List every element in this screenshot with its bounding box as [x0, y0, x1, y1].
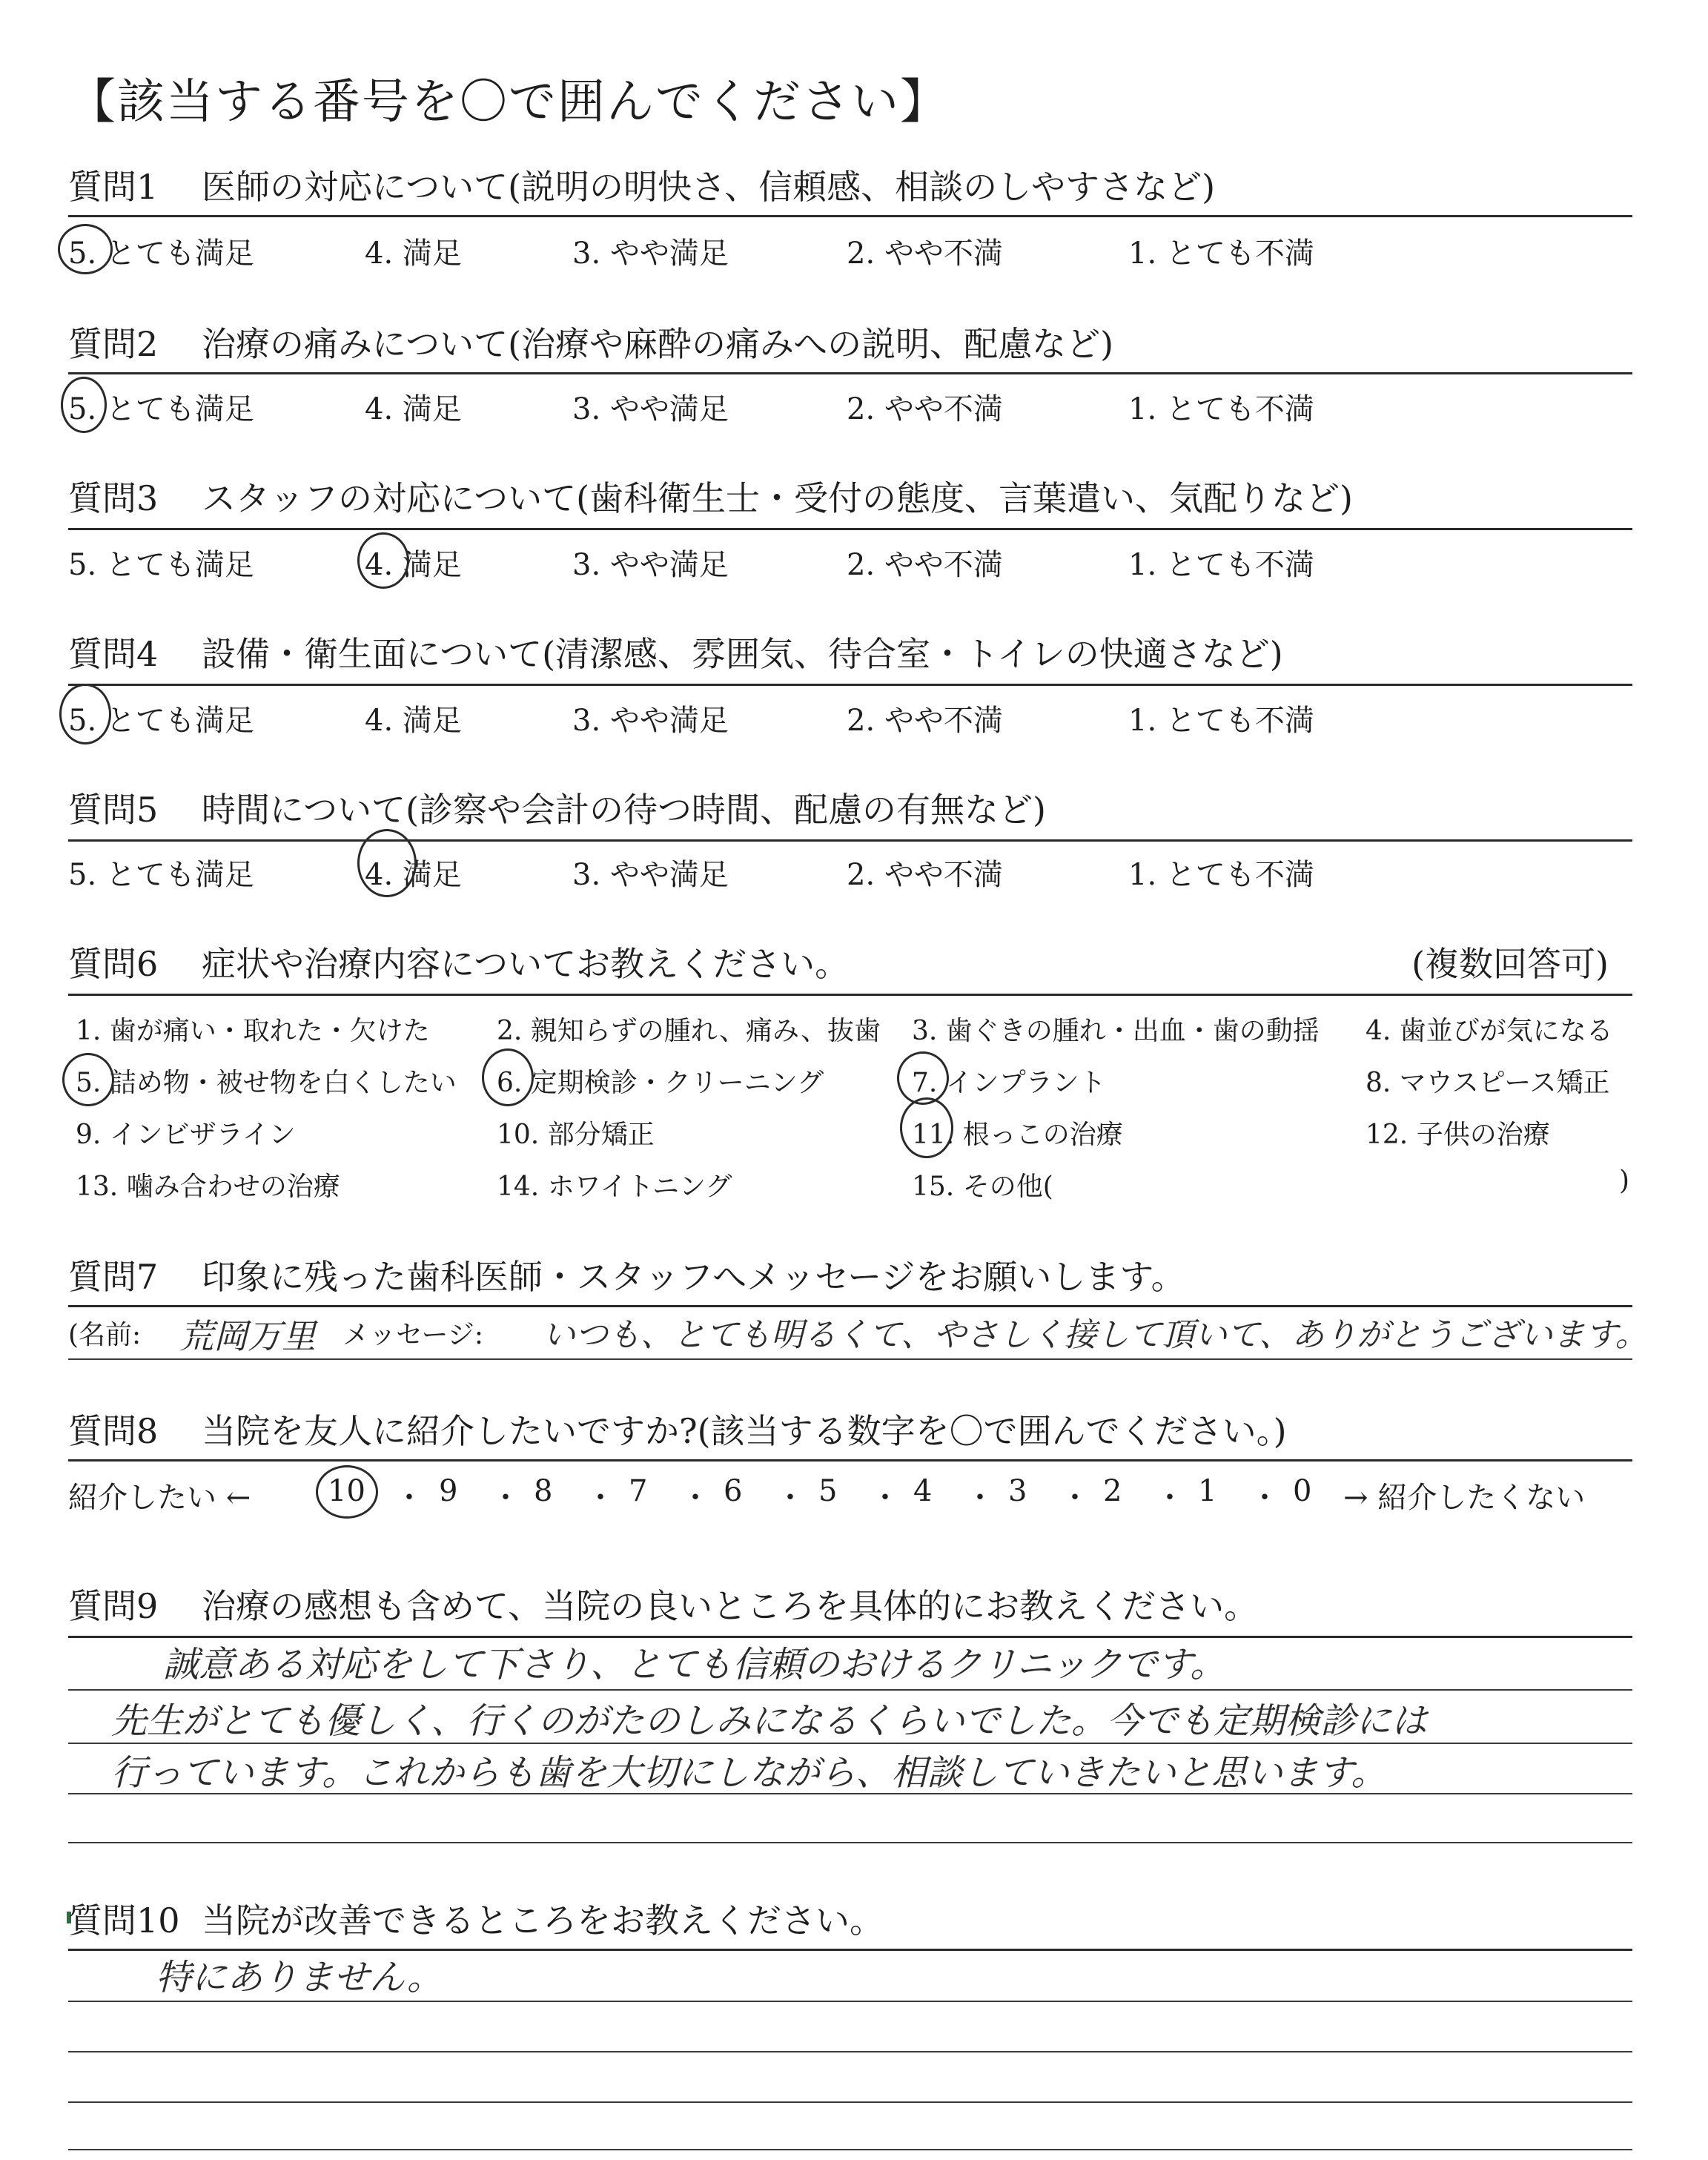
- q6-option-13[interactable]: 13. 噛み合わせの治療: [76, 1172, 340, 1202]
- option-4[interactable]: 4. 満足: [365, 237, 462, 271]
- answer-line: [68, 1842, 1632, 1843]
- question-8: [68, 1407, 1632, 1455]
- scale-separator: ・: [491, 1481, 520, 1515]
- scale-4[interactable]: 4: [913, 1474, 933, 1508]
- q2-options: [68, 386, 1632, 430]
- scale-separator: ・: [1060, 1481, 1090, 1515]
- option-3[interactable]: 3. やや満足: [572, 392, 729, 426]
- selection-circle: [59, 684, 111, 744]
- option-1[interactable]: 1. とても不満: [1128, 548, 1314, 582]
- question-6: [68, 940, 1632, 988]
- scale-0[interactable]: 0: [1293, 1474, 1312, 1508]
- q6-option-9[interactable]: 9. インビザライン: [76, 1120, 296, 1150]
- question-10: [68, 1897, 1632, 1944]
- option-5[interactable]: 5. とても満足: [68, 237, 254, 271]
- q6-option-11[interactable]: 11. 根っこの治療: [912, 1120, 1123, 1150]
- scale-8[interactable]: 8: [534, 1474, 553, 1508]
- q5-options: [68, 851, 1632, 896]
- q9-answer-line-1[interactable]: 誠意ある対応をして下さり、とても信頼のおけるクリニックです。: [163, 1644, 1226, 1685]
- divider: [68, 1305, 1632, 1307]
- selection-circle: [62, 1053, 114, 1106]
- answer-line: [68, 2149, 1632, 2150]
- scale-separator: ・: [1155, 1481, 1185, 1515]
- option-1[interactable]: 1. とても不満: [1128, 237, 1314, 271]
- question-number: 質問4: [68, 634, 159, 674]
- multiple-answer-note: (複数回答可): [1411, 944, 1609, 984]
- question-text: 印象に残った歯科医師・スタッフへメッセージをお願いします。: [202, 1257, 1185, 1297]
- option-3[interactable]: 3. やや満足: [572, 858, 729, 892]
- question-9: [68, 1582, 1632, 1630]
- option-2[interactable]: 2. やや不満: [847, 704, 1003, 738]
- divider: [68, 1358, 1632, 1360]
- name-label: (名前:: [68, 1320, 142, 1350]
- scale-separator: ・: [681, 1481, 710, 1515]
- scale-1[interactable]: 1: [1198, 1474, 1217, 1508]
- scale-2[interactable]: 2: [1103, 1474, 1122, 1508]
- question-number: 質問6: [68, 944, 159, 984]
- q1-options: [68, 230, 1632, 274]
- option-2[interactable]: 2. やや不満: [847, 237, 1003, 271]
- question-4: [68, 630, 1632, 678]
- q6-option-4[interactable]: 4. 歯並びが気になる: [1366, 1016, 1613, 1046]
- q4-options: [68, 697, 1632, 742]
- q6-option-14[interactable]: 14. ホワイトニング: [497, 1172, 732, 1202]
- scale-separator: ・: [775, 1481, 805, 1515]
- divider: [68, 839, 1632, 842]
- question-number: 質問7: [68, 1257, 159, 1297]
- selection-circle: [482, 1048, 534, 1106]
- scale-separator: ・: [965, 1481, 995, 1515]
- question-number: 質問8: [68, 1411, 159, 1451]
- question-text: 当院を友人に紹介したいですか?(該当する数字を〇で囲んでください。): [202, 1411, 1287, 1451]
- option-5[interactable]: 5. とても満足: [68, 392, 254, 426]
- q6-option-6[interactable]: 6. 定期検診・クリーニング: [497, 1068, 824, 1098]
- scale-separator: ・: [586, 1481, 615, 1515]
- question-text: 治療の感想も含めて、当院の良いところを具体的にお教えください。: [202, 1586, 1259, 1626]
- selection-circle: [316, 1465, 378, 1519]
- q6-option-7[interactable]: 7. インプラント: [912, 1068, 1106, 1098]
- answer-line: [68, 1793, 1632, 1794]
- divider: [68, 1459, 1632, 1462]
- question-text: 時間について(診察や会計の待つ時間、配慮の有無など): [202, 790, 1046, 830]
- selection-circle: [900, 1097, 953, 1158]
- scale-separator: ・: [394, 1481, 424, 1515]
- answer-line: [68, 2051, 1632, 2052]
- selection-circle: [357, 532, 409, 589]
- question-text: 医師の対応について(説明の明快さ、信頼感、相談のしやすさなど): [202, 167, 1216, 207]
- option-3[interactable]: 3. やや満足: [572, 548, 729, 582]
- question-3: [68, 475, 1632, 522]
- q6-option-3[interactable]: 3. 歯ぐきの腫れ・出血・歯の動揺: [912, 1016, 1320, 1046]
- q3-options: [68, 541, 1632, 586]
- question-number: 質問5: [68, 790, 159, 830]
- scale-5[interactable]: 5: [818, 1474, 838, 1508]
- question-2: [68, 320, 1632, 368]
- q7-message-row: [68, 1314, 1648, 1356]
- question-number: 質問2: [68, 324, 159, 364]
- scale-7[interactable]: 7: [629, 1474, 648, 1508]
- selection-circle: [61, 377, 107, 433]
- q6-option-12[interactable]: 12. 子供の治療: [1366, 1120, 1550, 1150]
- selection-circle: [357, 829, 417, 897]
- option-5[interactable]: 5. とても満足: [68, 548, 254, 582]
- answer-line: [68, 1689, 1632, 1691]
- page-title: 【該当する番号を〇で囲んでください】: [68, 75, 949, 130]
- question-7: [68, 1253, 1632, 1301]
- answer-line: [68, 2101, 1632, 2103]
- question-number: 質問3: [68, 478, 159, 518]
- option-1[interactable]: 1. とても不満: [1128, 858, 1314, 892]
- scale-3[interactable]: 3: [1008, 1474, 1027, 1508]
- q10-answer[interactable]: 特にありません。: [156, 1957, 443, 1998]
- option-3[interactable]: 3. やや満足: [572, 237, 729, 271]
- divider: [68, 684, 1632, 686]
- question-number: 質問9: [68, 1586, 159, 1626]
- message-label: メッセージ:: [342, 1320, 483, 1350]
- name-field[interactable]: 荒岡万里: [179, 1316, 316, 1356]
- scale-separator: ・: [870, 1481, 900, 1515]
- option-4[interactable]: 4. 満足: [365, 704, 462, 738]
- q6-other-close-paren: ): [1619, 1166, 1630, 1196]
- question-text: スタッフの対応について(歯科衛生士・受付の態度、言葉遣い、気配りなど): [202, 478, 1353, 518]
- option-1[interactable]: 1. とても不満: [1128, 392, 1314, 426]
- option-4[interactable]: 4. 満足: [365, 858, 462, 892]
- question-text: 治療の痛みについて(治療や麻酔の痛みへの説明、配慮など): [202, 324, 1114, 364]
- option-5[interactable]: 5. とても満足: [68, 858, 254, 892]
- q9-answer-line-3[interactable]: 行っています。これからも歯を大切にしながら、相談していきたいと思います。: [111, 1752, 1387, 1794]
- message-field[interactable]: いつも、とても明るくて、やさしく接して頂いて、ありがとうございます。: [543, 1316, 1648, 1354]
- option-4[interactable]: 4. 満足: [365, 548, 462, 582]
- divider: [68, 215, 1632, 217]
- option-1[interactable]: 1. とても不満: [1128, 704, 1314, 738]
- option-4[interactable]: 4. 満足: [365, 392, 462, 426]
- scale-9[interactable]: 9: [439, 1474, 458, 1508]
- question-text: 当院が改善できるところをお教えください。: [202, 1900, 884, 1941]
- question-1: [68, 163, 1632, 211]
- divider: [68, 528, 1632, 530]
- q6-option-8[interactable]: 8. マウスピース矯正: [1366, 1068, 1610, 1098]
- question-5: [68, 786, 1632, 833]
- scale-10[interactable]: 10: [328, 1474, 365, 1508]
- question-number: 質問10: [68, 1900, 180, 1941]
- question-text: 症状や治療内容についてお教えください。: [202, 944, 850, 984]
- option-2[interactable]: 2. やや不満: [847, 548, 1003, 582]
- selection-circle: [58, 224, 113, 274]
- q6-option-2[interactable]: 2. 親知らずの腫れ、痛み、抜歯: [497, 1016, 881, 1046]
- answer-line: [68, 2001, 1632, 2002]
- option-3[interactable]: 3. やや満足: [572, 704, 729, 738]
- q6-option-5[interactable]: 5. 詰め物・被せ物を白くしたい: [76, 1068, 457, 1098]
- q6-option-15[interactable]: 15. その他(: [912, 1172, 1053, 1202]
- q6-option-10[interactable]: 10. 部分矯正: [497, 1120, 655, 1150]
- scale-left-label: 紹介したい ←: [68, 1481, 251, 1515]
- q6-option-1[interactable]: 1. 歯が痛い・取れた・欠けた: [76, 1016, 430, 1046]
- question-number: 質問1: [68, 167, 159, 207]
- option-5[interactable]: 5. とても満足: [68, 704, 254, 738]
- scale-right-label: → 紹介したくない: [1343, 1481, 1586, 1515]
- divider: [68, 372, 1632, 374]
- question-text: 設備・衛生面について(清潔感、雰囲気、待合室・トイレの快適さなど): [202, 634, 1283, 674]
- q9-answer-line-2[interactable]: 先生がとても優しく、行くのがたのしみになるくらいでした。今でも定期検診には: [111, 1700, 1428, 1742]
- selection-circle: [897, 1051, 949, 1105]
- divider: [68, 994, 1632, 996]
- option-2[interactable]: 2. やや不満: [847, 392, 1003, 426]
- recommend-scale: [68, 1474, 1632, 1519]
- scale-6[interactable]: 6: [724, 1474, 743, 1508]
- scale-separator: ・: [1250, 1481, 1280, 1515]
- option-2[interactable]: 2. やや不満: [847, 858, 1003, 892]
